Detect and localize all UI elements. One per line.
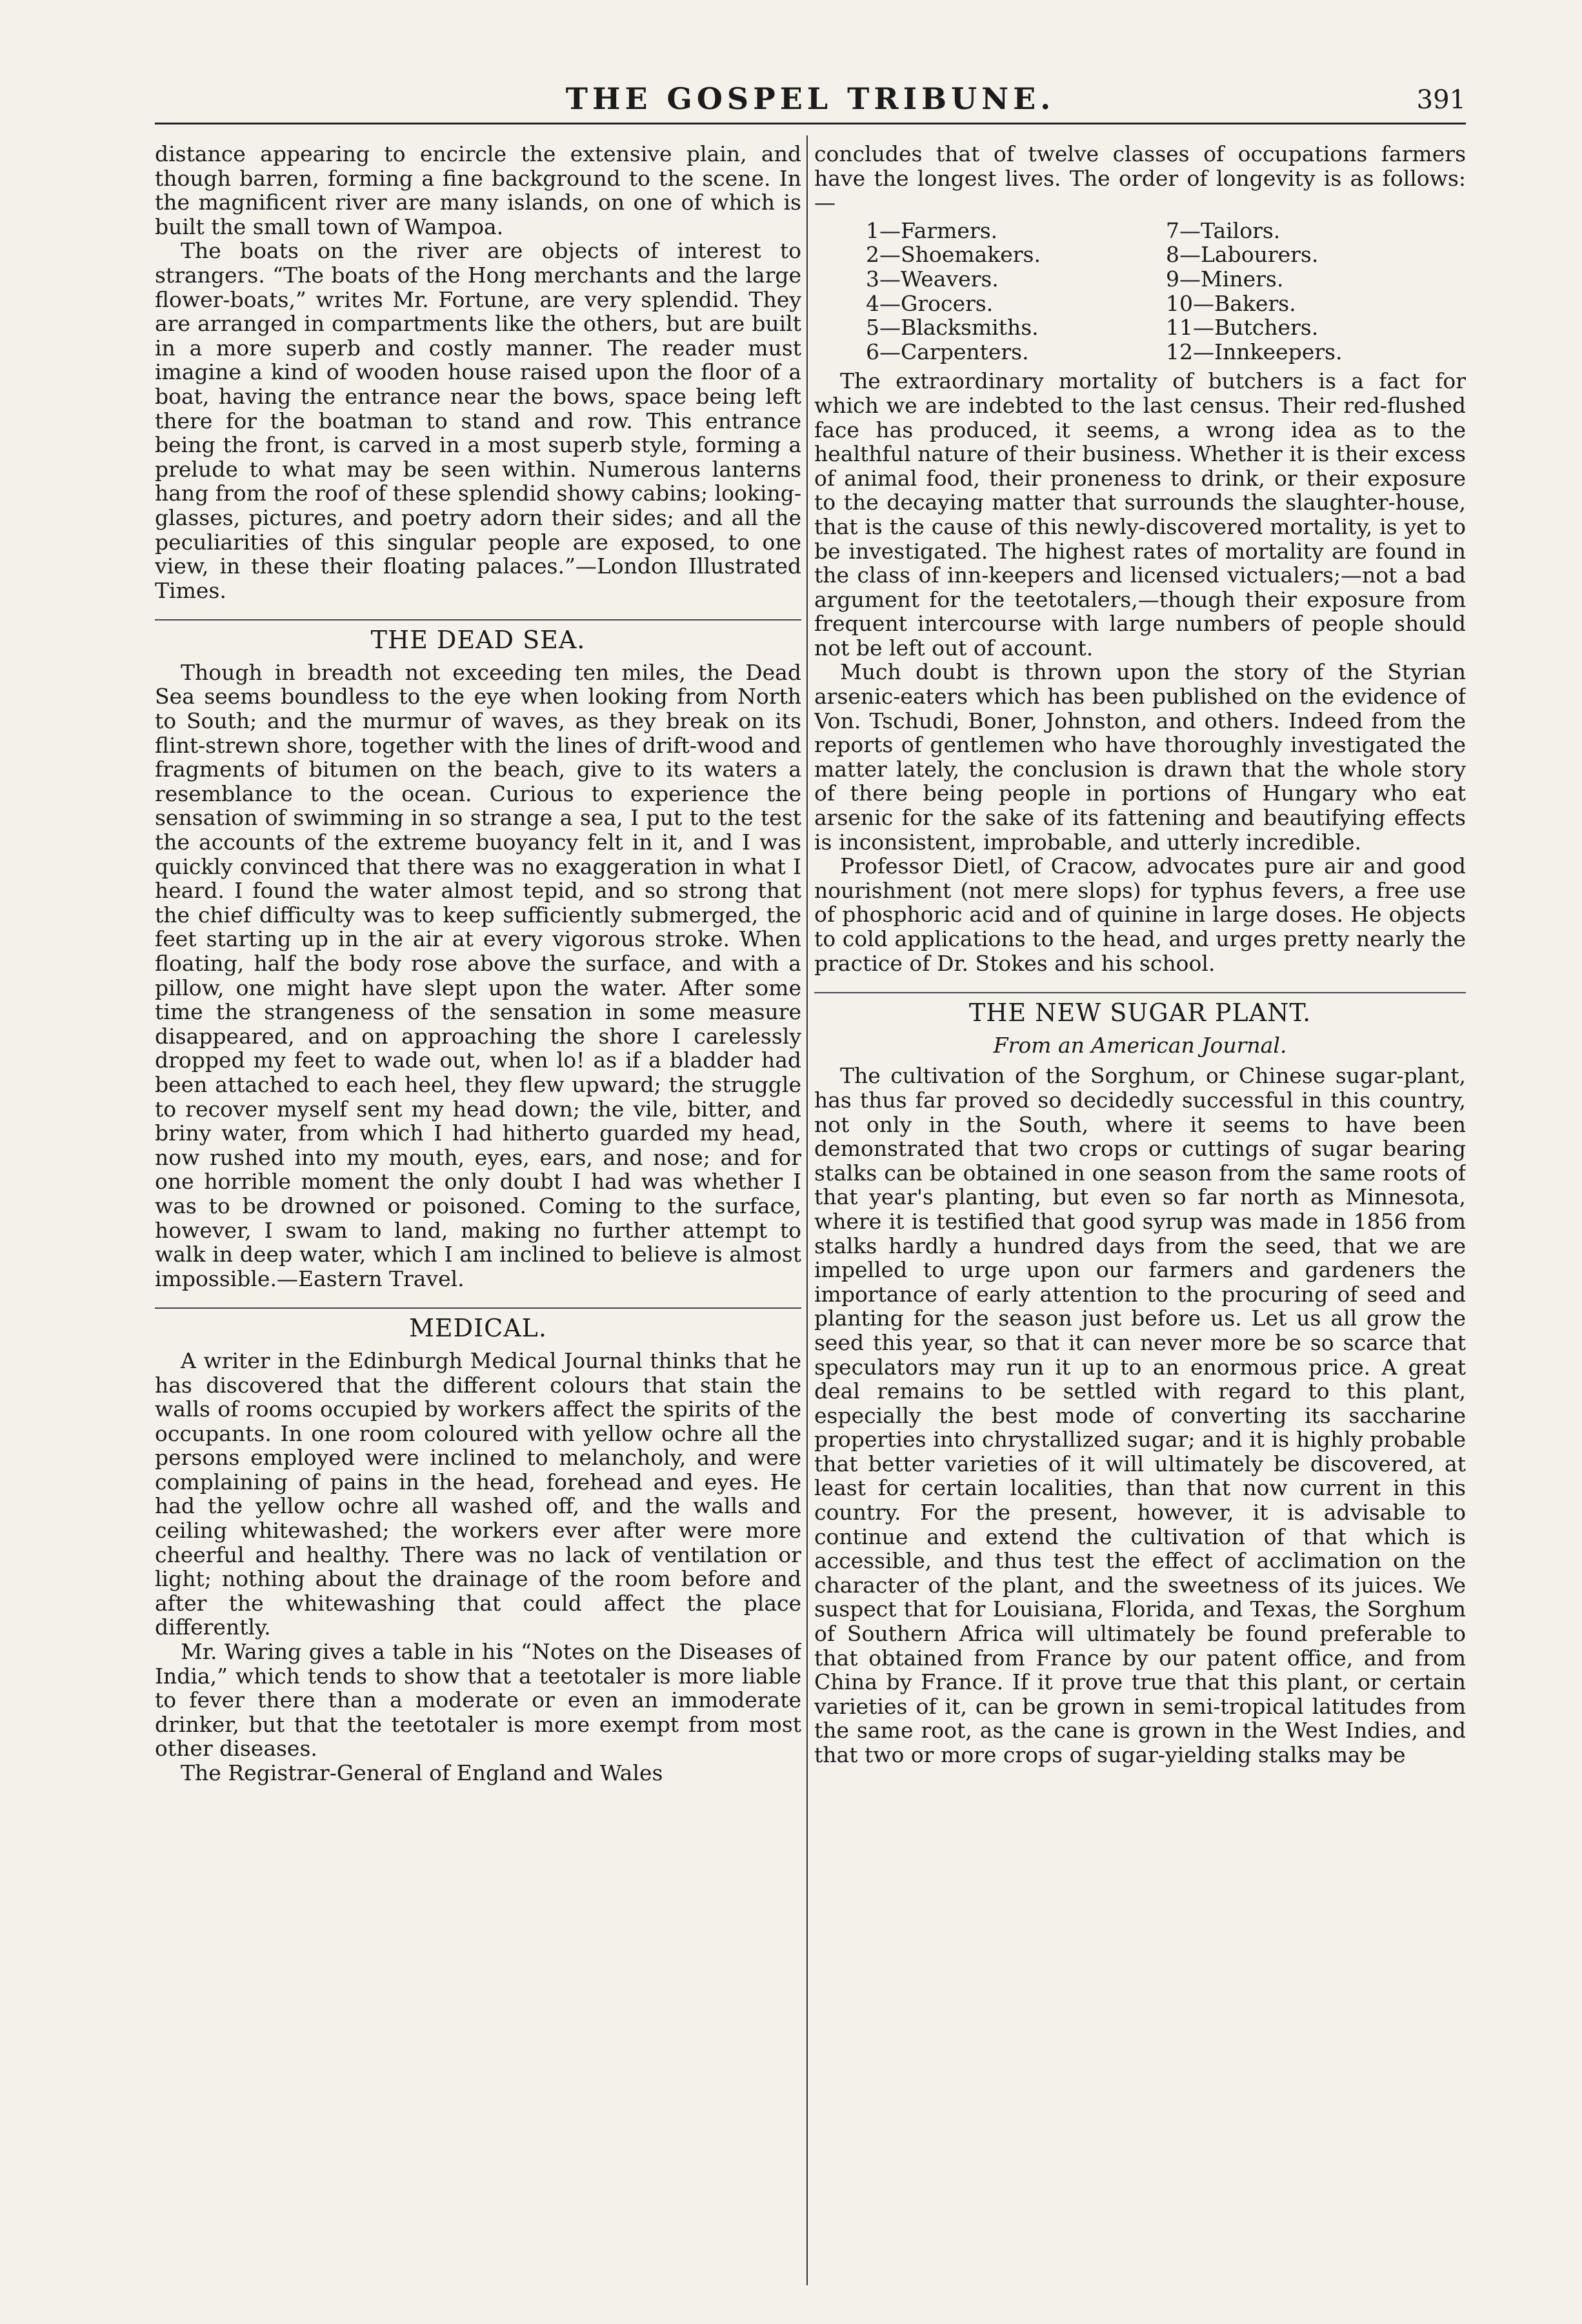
paragraph: concludes that of twelve classes of occupations farmers have the longest lives. The order of longevity is as follows:— bbox=[814, 142, 1466, 215]
longevity-list bbox=[814, 219, 1466, 364]
paragraph: Mr. Waring gives a table in his “Notes on the Diseases of India,” which tends to show that a teetotaler is more liable to fever there than a moderate or even an immoderate drinker, but that the teetotaler is more exempt from most other diseases. bbox=[155, 1639, 801, 1762]
list-item: 6—Carpenters. bbox=[866, 339, 1029, 364]
page-number: 391 bbox=[1416, 85, 1466, 115]
list-item: 3—Weavers. bbox=[866, 266, 999, 292]
list-item: 11—Butchers. bbox=[1166, 315, 1319, 341]
page-header bbox=[155, 77, 1466, 124]
article-title-dead-sea: THE DEAD SEA. bbox=[370, 626, 586, 655]
article-title-sugar-plant: THE NEW SUGAR PLANT. bbox=[968, 998, 1312, 1028]
list-item: 9—Miners. bbox=[1166, 266, 1284, 292]
paragraph: Though in breadth not exceeding ten miles, the Dead Sea seems boundless to the eye when looking from North to South; and the murmur of waves, as they break on its flint-strewn shore, together with the lines of drift-wood and fragments of bitumen on the beach, give to its waters a resemblance to the ocean. Curious to experience the sensation of swimming in so strange a sea, I put to the test the accounts of the extreme buoyancy felt in it, and I was quickly convinced that there was no exaggeration in what I heard. I found the water almost tepid, and so strong that the chief difficulty was to keep sufficiently submerged, the feet starting up in the air at every vigorous stroke. When floating, half the body rose above the surface, and with a pillow, one might have slept upon the water. After some time the strangeness of the sensation in some measure disappeared, and on approaching the shore I carelessly dropped my feet to wade out, when lo! as if a bladder had been attached to each heel, they flew upward; the struggle to recover myself sent my head down; the vile, bitter, and briny water, from which I had hitherto guarded my head, now rushed into my mouth, eyes, ears, and nose; and for one horrible moment the only doubt I had was whether I was to be drowned or poisoned. Coming to the surface, however, I swam to land, making no further attempt to walk in deep water, which I am inclined to believe is almost impossible.—Eastern Travel. bbox=[155, 659, 801, 1291]
section-rule bbox=[814, 992, 1466, 993]
publication-title: THE GOSPEL TRIBUNE. bbox=[565, 81, 1056, 116]
section-rule bbox=[155, 1307, 801, 1309]
list-item: 10—Bakers. bbox=[1166, 290, 1296, 316]
left-column bbox=[155, 142, 801, 2279]
paragraph: distance appearing to encircle the extensive plain, and though barren, forming a fine background to the scene. In the magnificent river are many islands, on one of which is built the small town of Wampoa. bbox=[155, 142, 801, 239]
article-subtitle: From an American Journal. bbox=[993, 1032, 1287, 1058]
right-column bbox=[814, 142, 1466, 2279]
column-divider bbox=[806, 135, 808, 2285]
paragraph: The Registrar-General of England and Wales bbox=[181, 1760, 663, 1785]
list-item: 2—Shoemakers. bbox=[866, 242, 1041, 268]
paragraph: Much doubt is thrown upon the story of the Styrian arsenic-eaters which has been published on the evidence of Von. Tschudi, Boner, Johnston, and others. Indeed from the reports of gentlemen who have thoroughly investigated the matter lately, the conclusion is drawn that the whole story of there being people in portions of Hungary who eat arsenic for the sake of its fattening and beautifying effects is inconsistent, improbable, and utterly incredible. bbox=[814, 659, 1466, 855]
section-rule bbox=[155, 619, 801, 621]
list-item: 8—Labourers. bbox=[1166, 242, 1319, 268]
list-item: 12—Innkeepers. bbox=[1166, 339, 1343, 364]
list-item: 7—Tailors. bbox=[1166, 217, 1281, 243]
paragraph: A writer in the Edinburgh Medical Journal thinks that he has discovered that the different colours that stain the walls of rooms occupied by workers affect the spirits of the occupants. In one room coloured with yellow ochre all the persons employed were inclined to melancholy, and were complaining of pains in the head, forehead and eyes. He had the yellow ochre all washed off, and the walls and ceiling whitewashed; the workers ever after were more cheerful and healthy. There was no lack of ventilation or light; nothing about the drainage of the room before and after the whitewashing that could affect the place differently. bbox=[155, 1347, 801, 1640]
list-item: 5—Blacksmiths. bbox=[866, 315, 1039, 341]
paragraph: The cultivation of the Sorghum, or Chinese sugar-plant, has thus far proved so decidedly successful in this country, not only in the South, where it seems to have been demonstrated that two crops or cuttings of sugar bearing stalks can be obtained in one season from the same roots of that year's planting, but even so far north as Minnesota, where it is testified that good syrup was made in 1856 from stalks hardly a hundred days from the seed, that we are impelled to urge upon our farmers and gardeners the importance of early attention to the procuring of seed and planting for the season just before us. Let us all grow the seed this year, so that it can never more be so scarce that speculators may run it up to an enormous price. A great deal remains to be settled with regard to this plant, especially the best mode of converting its saccharine properties into chrystallized sugar; and it is highly probable that better varieties of it will ultimately be discovered, at least for certain localities, than that now current in this country. For the present, however, it is advisable to continue and extend the cultivation of that which is accessible, and thus test the effect of acclimation on the character of the plant, and the sweetness of its juices. We suspect that for Louisiana, Florida, and Texas, the Sorghum of Southern Africa will ultimately be found preferable to that obtained from France by our patent office, and from China by France. If it prove true that this plant, or certain varieties of it, can be grown in semi-tropical latitudes from the same root, as the cane is grown in the West Indies, and that two or more crops of sugar-yielding stalks may be bbox=[814, 1063, 1466, 1767]
paragraph: The boats on the river are objects of interest to strangers. “The boats of the Hong merchants and the large flower-boats,” writes Mr. Fortune, are very splendid. They are arranged in compartments like the others, but are built in a more superb and costly manner. The reader must imagine a kind of wooden house raised upon the floor of a boat, having the entrance near the bows, space being left there for the boatman to stand and row. This entrance being the front, is carved in a most superb style, forming a prelude to what may be seen within. Numerous lanterns hang from the roof of these splendid showy cabins; looking-glasses, pictures, and poetry adorn their sides; and all the peculiarities of this singular people are exposed, to one view, in these their floating palaces.”—London Illustrated Times. bbox=[155, 238, 801, 603]
article-title-medical: MEDICAL. bbox=[409, 1314, 547, 1343]
list-item: 1—Farmers. bbox=[866, 217, 998, 243]
paragraph: The extraordinary mortality of butchers is a fact for which we are indebted to the last census. Their red-flushed face has produced, it seems, a wrong idea as to the healthful nature of their business. Whether it is their excess of animal food, their proneness to drink, or their exposure to the decaying matter that surrounds the slaughter-house, that is the cause of this newly-discovered mortality, is yet to be investigated. The highest rates of mortality are found in the class of inn-keepers and licensed victualers;—not a bad argument for the teetotalers,—though their exposure from frequent intercourse with large numbers of people should not be left out of account. bbox=[814, 368, 1466, 660]
list-item: 4—Grocers. bbox=[866, 290, 994, 316]
paragraph: Professor Dietl, of Cracow, advocates pure air and good nourishment (not mere slops) for typhus fevers, a free use of phosphoric acid and of quinine in large doses. He objects to cold applications to the head, and urges pretty nearly the practice of Dr. Stokes and his school. bbox=[814, 853, 1466, 976]
